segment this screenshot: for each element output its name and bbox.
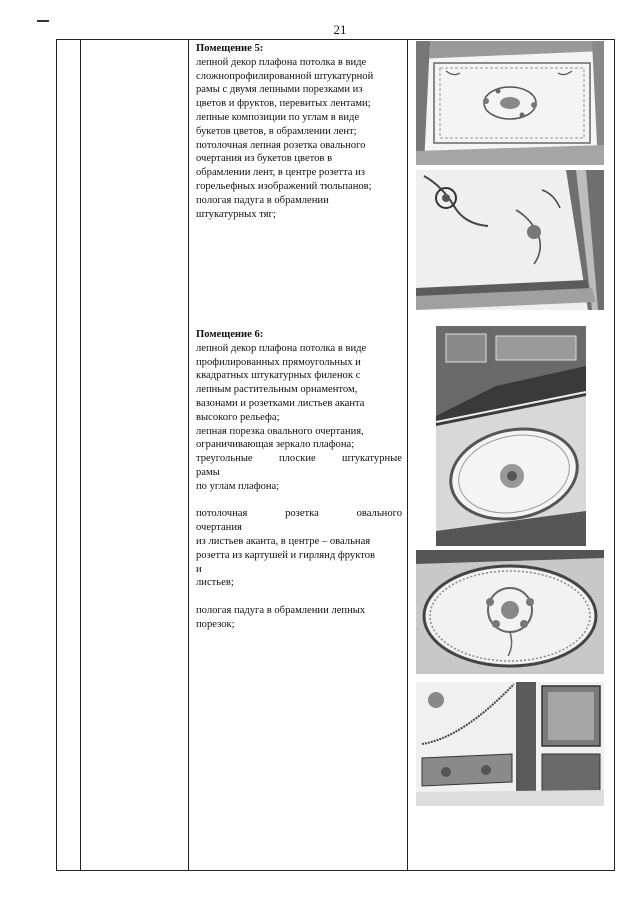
room6-description [196, 328, 402, 632]
room5-line: лепные композиции по углам в виде [196, 111, 360, 123]
room5-description [196, 42, 402, 221]
table-bottom-border [56, 870, 614, 871]
col-line-1 [56, 39, 57, 871]
room6-line: по углам плафона; [196, 480, 280, 492]
room5-line: очертания из букетов цветов в [196, 153, 333, 165]
room5-line: сложнопрофилированной штукатурной [196, 70, 374, 82]
col-line-4 [407, 39, 408, 871]
room6-word: треугольные [196, 453, 253, 465]
room6-line: вазонами и розетками листьев аканта [196, 397, 365, 409]
room5-title: Помещение 5: [196, 43, 264, 54]
room5-line: пологая падуга в обрамлении [196, 194, 329, 206]
ceiling-photo-room6-rosette [416, 550, 604, 674]
room6-line: квадратных штукатурных филенок с [196, 370, 361, 382]
room6-title: Помещение 6: [196, 329, 264, 340]
room6-line: лепной декор плафона потолка в виде [196, 342, 367, 354]
room6-justified-line [196, 507, 402, 521]
room6-line: розетта из картушей и гирлянд фруктов [196, 549, 376, 561]
room6-line: лепная порезка овального очертания, [196, 425, 364, 437]
page-number: 21 [333, 22, 347, 37]
room6-line: листьев; [196, 577, 234, 589]
ceiling-photo-room5-center [416, 41, 604, 165]
room6-line: ограничивающая зеркало плафона; [196, 439, 355, 451]
room5-line: лепной декор плафона потолка в виде [196, 56, 367, 68]
ceiling-photo-room6-perspective [436, 326, 586, 546]
ceiling-photo-room6-corner [416, 682, 604, 806]
ceiling-photo-room5-corner [416, 170, 604, 310]
blank-line [196, 494, 402, 508]
room6-line: из листьев аканта, в центре – овальная [196, 535, 371, 547]
room5-line: букетов цветов, в обрамлении лент; [196, 125, 357, 137]
room5-line: цветов и фруктов, перевитых лентами; [196, 98, 371, 110]
room6-word: потолочная [196, 508, 248, 520]
blank-line [196, 590, 402, 604]
room6-line: и [196, 563, 202, 575]
room5-line: штукатурных тяг; [196, 208, 276, 220]
room6-line: высокого рельефа; [196, 411, 280, 423]
room5-line: рамы с двумя лепными порезками из [196, 84, 363, 96]
room6-line: профилированных прямоугольных и [196, 356, 361, 368]
table-top-border [56, 39, 614, 40]
col-line-2 [80, 39, 81, 871]
col-line-3 [188, 39, 189, 871]
room6-word: штукатурные [342, 453, 402, 465]
room5-line: обрамлении лент, в центре розетта из [196, 167, 365, 179]
room6-line: порезок; [196, 618, 235, 630]
room5-line: горельефных изображений тюльпанов; [196, 180, 372, 192]
room5-line: потолочная лепная розетка овального [196, 139, 366, 151]
room6-word: овального [356, 508, 402, 520]
room6-line: рамы [196, 466, 220, 478]
room6-line: очертания [196, 522, 242, 534]
col-line-5 [614, 39, 615, 871]
room6-justified-line [196, 452, 402, 466]
room6-word: плоские [278, 453, 316, 465]
room6-line: пологая падуга в обрамлении лепных [196, 604, 366, 616]
room6-word: розетка [285, 508, 319, 520]
room6-line: лепным растительным орнаментом, [196, 384, 358, 396]
